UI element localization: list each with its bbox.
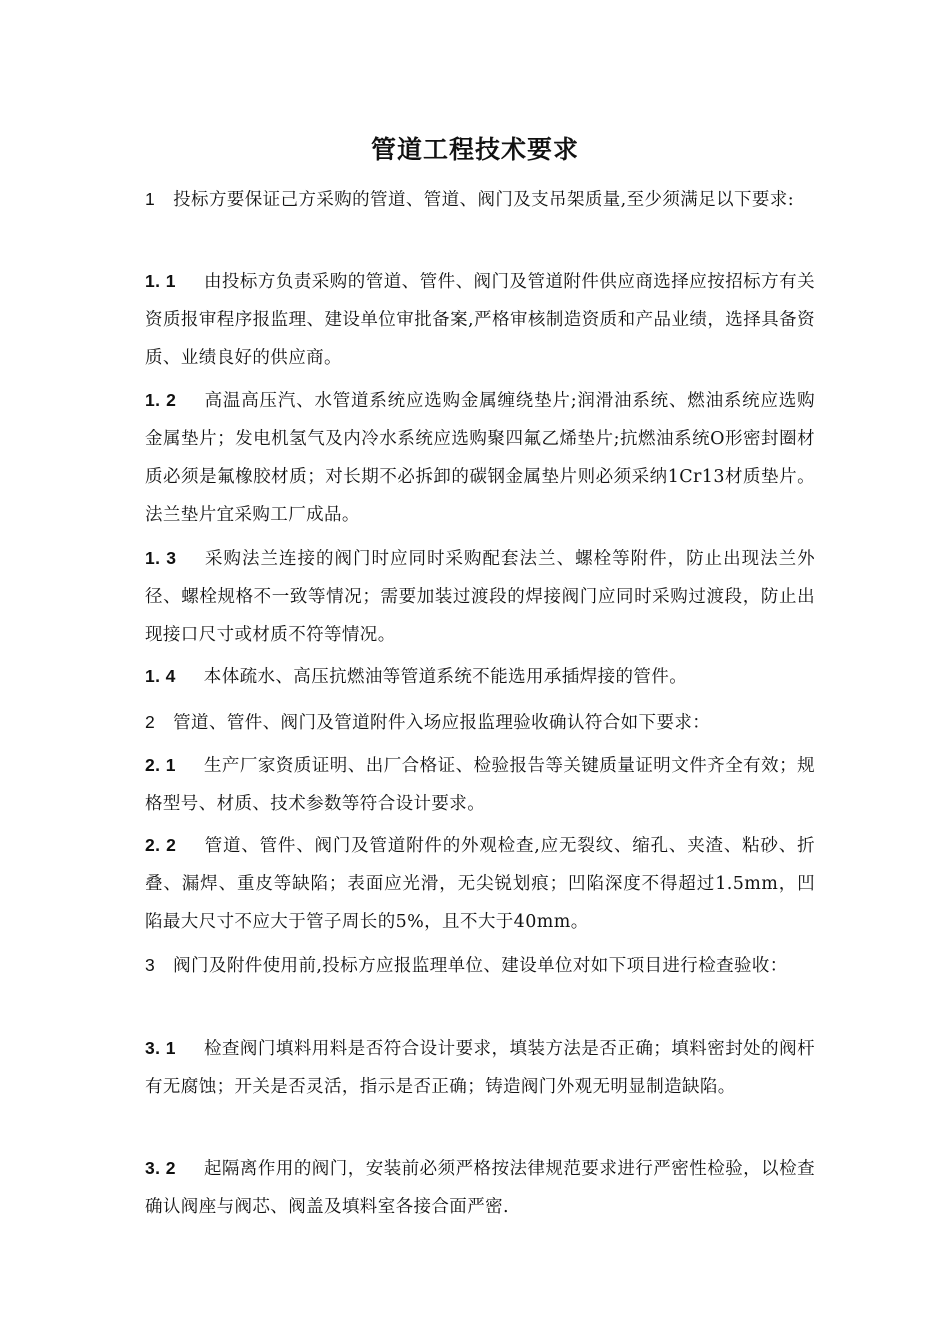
paragraph-number: 2. 1 (145, 755, 176, 775)
paragraph-number: 3 (145, 955, 156, 975)
paragraph-number: 3. 1 (145, 1038, 176, 1058)
paragraph-text: 管道、管件、阀门及管道附件的外观检查,应无裂纹、缩孔、夹渣、粘砂、折叠、漏焊、重皮等缺陷；表面应光滑，无尖锐划痕；凹陷深度不得超过1.5mm，凹陷最大尺寸不应大于管子周长的5%，且不大于40mm。 (145, 836, 815, 932)
paragraph-2-2 (145, 826, 815, 941)
paragraph-number: 1. 2 (145, 390, 177, 410)
document-title: 管道工程技术要求 (370, 135, 579, 164)
paragraph-number: 2. 2 (145, 835, 177, 855)
paragraph-1-3 (145, 539, 815, 654)
paragraph-2-1 (145, 746, 815, 823)
paragraph-1-2 (145, 381, 815, 534)
paragraph-3 (145, 946, 815, 985)
paragraph-1 (145, 180, 815, 219)
paragraph-text: 投标方要保证己方采购的管道、管道、阀门及支吊架质量,至少须满足以下要求: (173, 190, 794, 210)
paragraph-3-1 (145, 1029, 815, 1106)
paragraph-number: 1. 4 (145, 666, 176, 686)
paragraph-text: 检查阀门填料用料是否符合设计要求，填装方法是否正确；填料密封处的阀杆有无腐蚀；开关是否灵活，指示是否正确；铸造阀门外观无明显制造缺陷。 (145, 1039, 815, 1097)
paragraph-text: 由投标方负责采购的管道、管件、阀门及管道附件供应商选择应按招标方有关资质报审程序报监理、建设单位审批备案,严格审核制造资质和产品业绩，选择具备资质、业绩良好的供应商。 (145, 272, 815, 368)
paragraph-text: 生产厂家资质证明、出厂合格证、检验报告等关键质量证明文件齐全有效；规格型号、材质、技术参数等符合设计要求。 (145, 756, 815, 814)
paragraph-text: 管道、管件、阀门及管道附件入场应报监理验收确认符合如下要求： (173, 713, 711, 733)
paragraph-number: 2 (145, 712, 156, 732)
paragraph-text: 起隔离作用的阀门，安装前必须严格按法律规范要求进行严密性检验，以检查确认阀座与阀芯、阀盖及填料室各接合面严密. (145, 1159, 815, 1217)
paragraph-1-4 (145, 657, 815, 696)
paragraph-number: 1. 1 (145, 271, 176, 291)
paragraph-2 (145, 703, 815, 742)
paragraph-text: 采购法兰连接的阀门时应同时采购配套法兰、螺栓等附件，防止出现法兰外径、螺栓规格不一致等情况；需要加装过渡段的焊接阀门应同时采购过渡段，防止出现接口尺寸或材质不符等情况。 (145, 549, 816, 645)
paragraph-3-2 (145, 1149, 815, 1226)
paragraph-1-1 (145, 262, 815, 377)
paragraph-text: 高温高压汽、水管道系统应选购金属缠绕垫片;润滑油系统、燃油系统应选购金属垫片；发电机氢气及内冷水系统应选购聚四氟乙烯垫片;抗燃油系统O形密封圈材质必须是氟橡胶材质；对长期不必拆卸的碳钢金属垫片则必须采纳1Cr13材质垫片。法兰垫片宜采购工厂成品。 (145, 391, 815, 525)
paragraph-text: 本体疏水、高压抗燃油等管道系统不能选用承插焊接的管件。 (203, 667, 688, 687)
paragraph-number: 1. 3 (145, 548, 177, 568)
paragraph-text: 阀门及附件使用前,投标方应报监理单位、建设单位对如下项目进行检查验收： (173, 956, 788, 976)
paragraph-number: 3. 2 (145, 1158, 176, 1178)
paragraph-number: 1 (145, 189, 156, 209)
